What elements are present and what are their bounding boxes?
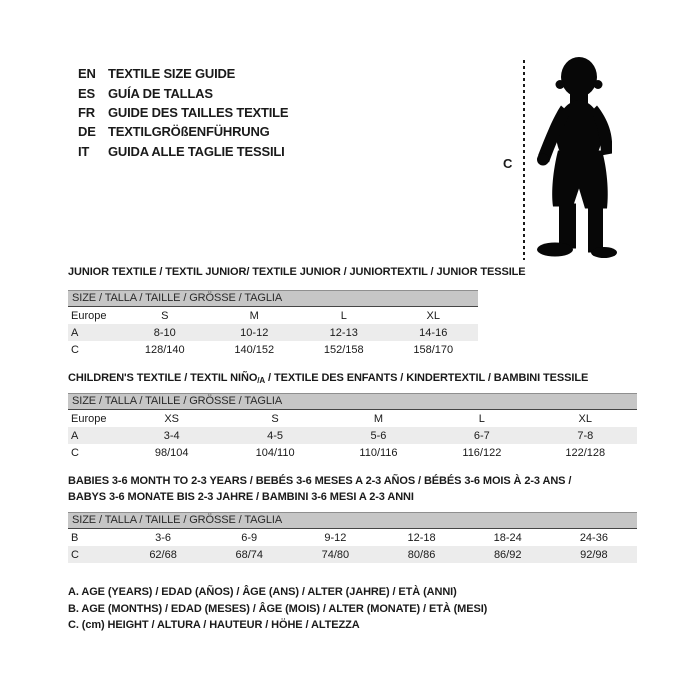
babies-table xyxy=(68,529,637,563)
value-cell: 152/158 xyxy=(323,343,364,356)
row-label: C xyxy=(71,548,79,561)
value-cell: 116/122 xyxy=(462,446,502,459)
value-cell: 14-16 xyxy=(419,326,448,339)
value-cell: 6-9 xyxy=(241,531,258,544)
language-row-it xyxy=(78,142,288,161)
value-cell: 128/140 xyxy=(144,343,185,356)
language-code: IT xyxy=(78,143,90,159)
value-cell: 74/80 xyxy=(321,548,350,561)
table-row-europe xyxy=(68,307,478,324)
value-cell: 3-4 xyxy=(163,429,180,442)
size-cell: S xyxy=(271,412,279,425)
children-title-subscript: /A xyxy=(257,376,266,385)
value-cell: 9-12 xyxy=(324,531,347,544)
row-label: A xyxy=(71,326,79,339)
value-cell: 86/92 xyxy=(493,548,522,561)
table-row-height xyxy=(68,546,637,563)
baby-silhouette xyxy=(533,57,617,258)
table-row-age-months xyxy=(68,529,637,546)
language-title: GUIDE DES TAILLES TEXTILE xyxy=(108,104,289,120)
value-cell: 7-8 xyxy=(577,429,594,442)
size-cell: M xyxy=(373,412,384,425)
size-cell: XL xyxy=(578,412,593,425)
size-header-bar: SIZE / TALLA / TAILLE / GRÖSSE / TAGLIA xyxy=(68,393,637,410)
value-cell: 6-7 xyxy=(473,429,490,442)
value-cell: 158/170 xyxy=(413,343,454,356)
row-label: Europe xyxy=(71,412,107,425)
table-row-age xyxy=(68,427,637,444)
value-cell: 62/68 xyxy=(149,548,177,561)
footnote-b: B. AGE (MONTHS) / EDAD (MESES) / ÂGE (MOIS) / ALTER (MONATE) / ETÀ (MESI) xyxy=(68,602,488,615)
value-cell: 122/128 xyxy=(565,446,606,459)
junior-table-title-text: JUNIOR TEXTILE / TEXTIL JUNIOR/ TEXTILE JUNIOR / JUNIORTEXTIL / JUNIOR TESSILE xyxy=(68,266,526,278)
size-cell: S xyxy=(161,309,169,322)
value-cell: 68/74 xyxy=(235,548,263,561)
language-row-fr xyxy=(78,103,288,122)
babies-title-line2: BABYS 3-6 MONATE BIS 2-3 JAHRE / BAMBINI 3-6 MESI A 2-3 ANNI xyxy=(68,491,414,503)
language-row-es xyxy=(78,83,288,102)
children-table-title xyxy=(68,372,588,385)
value-cell: 24-36 xyxy=(579,531,608,544)
language-code: ES xyxy=(78,85,95,101)
size-cell: XS xyxy=(164,412,180,425)
value-cell: 10-12 xyxy=(240,326,269,339)
table-row-height xyxy=(68,341,478,358)
table-row-age xyxy=(68,324,478,341)
value-cell: 98/104 xyxy=(154,446,189,459)
size-cell: L xyxy=(340,309,347,322)
size-header-bar: SIZE / TALLA / TAILLE / GRÖSSE / TAGLIA xyxy=(68,512,637,529)
language-title: GUÍA DE TALLAS xyxy=(108,85,213,101)
value-cell: 12-18 xyxy=(407,531,436,544)
value-cell: 5-6 xyxy=(370,429,387,442)
value-cell: 110/116 xyxy=(359,446,398,459)
value-cell: 92/98 xyxy=(580,548,608,561)
row-label: C xyxy=(71,343,79,356)
value-cell: 104/110 xyxy=(255,446,295,459)
language-row-de xyxy=(78,122,288,141)
babies-title-line1: BABIES 3-6 MONTH TO 2-3 YEARS / BEBÉS 3-6 MESES A 2-3 AÑOS / BÉBÉS 3-6 MOIS À 2-3 ANS / xyxy=(68,475,572,487)
children-size-table xyxy=(68,393,637,461)
junior-table xyxy=(68,307,478,358)
row-label: A xyxy=(71,429,79,442)
size-header-bar: SIZE / TALLA / TAILLE / GRÖSSE / TAGLIA xyxy=(68,290,478,307)
height-measure-dashed-line xyxy=(523,60,525,260)
language-title: GUIDA ALLE TAGLIE TESSILI xyxy=(108,143,285,159)
row-label: B xyxy=(71,531,79,544)
language-row-en xyxy=(78,64,288,83)
language-code: FR xyxy=(78,104,95,120)
footnote-c: C. (cm) HEIGHT / ALTURA / HAUTEUR / HÖHE / ALTEZZA xyxy=(68,619,360,631)
size-cell: XL xyxy=(426,309,440,322)
size-cell: L xyxy=(478,412,485,425)
babies-size-table xyxy=(68,512,637,563)
junior-size-table xyxy=(68,290,478,358)
footnotes xyxy=(68,586,487,636)
language-title: TEXTILGRÖßENFÜHRUNG xyxy=(108,124,270,140)
children-table xyxy=(68,410,637,461)
value-cell: 12-13 xyxy=(329,326,358,339)
value-cell: 8-10 xyxy=(153,326,176,339)
junior-table-title xyxy=(68,266,526,278)
value-cell: 3-6 xyxy=(155,531,172,544)
footnote-a: A. AGE (YEARS) / EDAD (AÑOS) / ÂGE (ANS) / ALTER (JAHRE) / ETÀ (ANNI) xyxy=(68,586,457,598)
language-title: TEXTILE SIZE GUIDE xyxy=(108,66,236,82)
language-code: EN xyxy=(78,66,96,82)
table-row-height xyxy=(68,444,637,461)
row-label: Europe xyxy=(71,309,107,322)
value-cell: 140/152 xyxy=(234,343,275,356)
size-cell: M xyxy=(249,309,259,322)
language-code: DE xyxy=(78,124,96,140)
row-label: C xyxy=(71,446,79,459)
babies-table-title xyxy=(68,473,571,505)
children-title-pre: CHILDREN'S TEXTILE / TEXTIL NIÑO xyxy=(68,372,258,384)
table-row-europe xyxy=(68,410,637,427)
value-cell: 4-5 xyxy=(267,429,284,442)
value-cell: 18-24 xyxy=(493,531,522,544)
language-list xyxy=(78,64,288,161)
value-cell: 80/86 xyxy=(407,548,436,561)
height-measure-label: C xyxy=(503,156,513,171)
children-title-post: / TEXTILE DES ENFANTS / KINDERTEXTIL / BAMBINI TESSILE xyxy=(265,372,589,384)
